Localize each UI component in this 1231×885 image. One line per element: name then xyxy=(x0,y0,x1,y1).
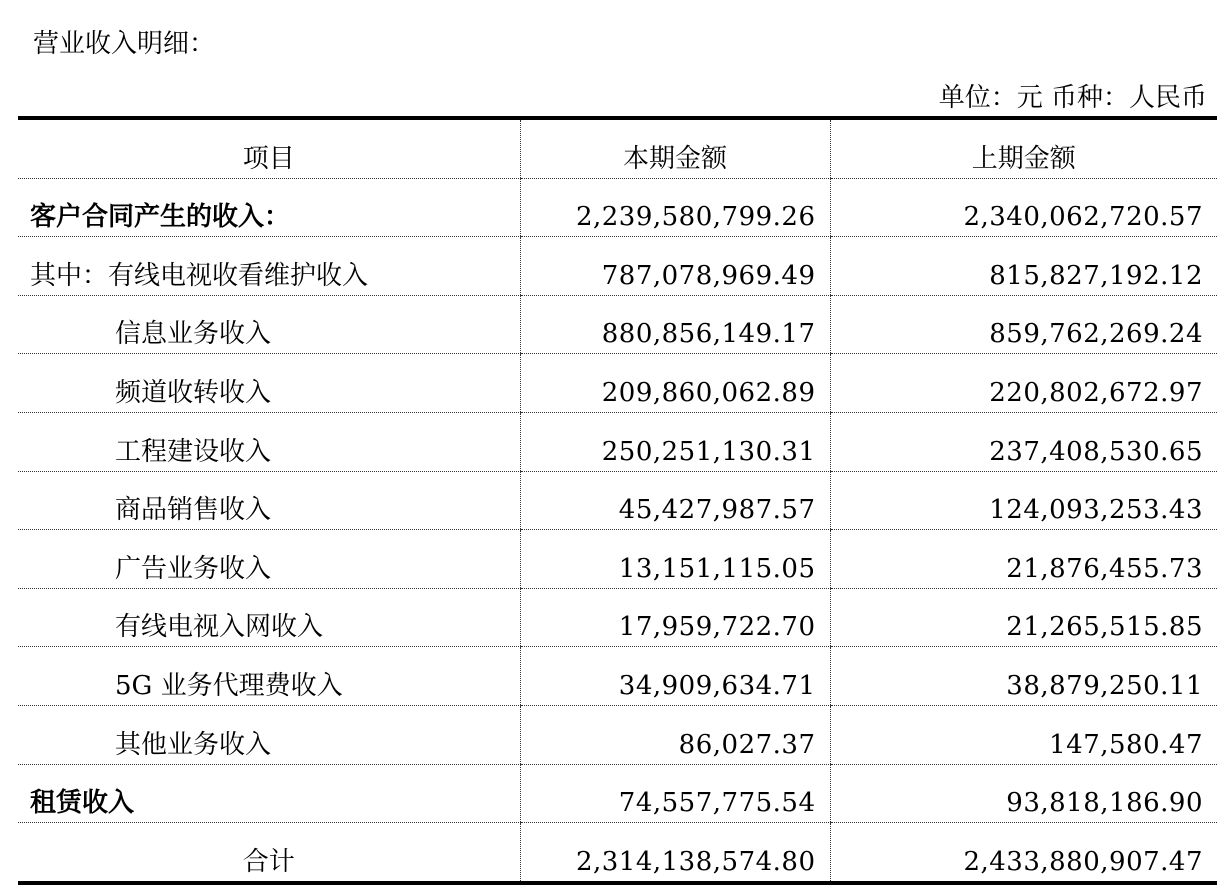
prior-amount-cell: 220,802,672.97 xyxy=(830,354,1217,413)
prior-amount-cell: 93,818,186.90 xyxy=(830,764,1217,823)
table-row xyxy=(18,354,1217,413)
table-row xyxy=(18,471,1217,530)
current-amount-cell: 880,856,149.17 xyxy=(520,295,830,354)
row-label: 商品销售收入 xyxy=(18,471,520,530)
row-label: 其中：有线电视收看维护收入 xyxy=(18,237,520,296)
prior-amount-cell: 21,265,515.85 xyxy=(830,588,1217,647)
row-label: 其他业务收入 xyxy=(18,705,520,764)
prior-amount-cell: 2,340,062,720.57 xyxy=(830,178,1217,237)
row-label: 广告业务收入 xyxy=(18,530,520,589)
prior-amount-cell: 124,093,253.43 xyxy=(830,471,1217,530)
current-amount-cell: 250,251,130.31 xyxy=(520,412,830,471)
table-row xyxy=(18,295,1217,354)
column-header-item: 项目 xyxy=(18,118,520,178)
table-row xyxy=(18,705,1217,764)
revenue-detail-table xyxy=(18,116,1217,885)
table-row xyxy=(18,764,1217,823)
row-label: 5G 业务代理费收入 xyxy=(18,647,520,706)
table-row xyxy=(18,530,1217,589)
prior-amount-cell: 21,876,455.73 xyxy=(830,530,1217,589)
current-amount-cell: 17,959,722.70 xyxy=(520,588,830,647)
current-amount-cell: 74,557,775.54 xyxy=(520,764,830,823)
prior-amount-cell: 859,762,269.24 xyxy=(830,295,1217,354)
row-label: 有线电视入网收入 xyxy=(18,588,520,647)
current-amount-cell: 45,427,987.57 xyxy=(520,471,830,530)
prior-amount-cell: 147,580.47 xyxy=(830,705,1217,764)
column-header-prior-amount: 上期金额 xyxy=(830,118,1217,178)
current-amount-cell: 13,151,115.05 xyxy=(520,530,830,589)
row-label: 客户合同产生的收入： xyxy=(18,178,520,237)
current-amount-cell: 2,239,580,799.26 xyxy=(520,178,830,237)
total-current-amount: 2,314,138,574.80 xyxy=(520,823,830,883)
current-amount-cell: 787,078,969.49 xyxy=(520,237,830,296)
column-header-current-amount: 本期金额 xyxy=(520,118,830,178)
prior-amount-cell: 815,827,192.12 xyxy=(830,237,1217,296)
section-title: 营业收入明细： xyxy=(33,29,216,59)
total-row xyxy=(18,823,1217,883)
unit-currency-note: 单位：元 币种：人民币 xyxy=(938,83,1207,113)
row-label: 租赁收入 xyxy=(18,764,520,823)
current-amount-cell: 86,027.37 xyxy=(520,705,830,764)
current-amount-cell: 34,909,634.71 xyxy=(520,647,830,706)
table-header-row xyxy=(18,118,1217,178)
table-row xyxy=(18,647,1217,706)
current-amount-cell: 209,860,062.89 xyxy=(520,354,830,413)
total-label: 合计 xyxy=(242,846,295,877)
row-label: 信息业务收入 xyxy=(18,295,520,354)
total-prior-amount: 2,433,880,907.47 xyxy=(830,823,1217,883)
row-label: 频道收转收入 xyxy=(18,354,520,413)
table-row xyxy=(18,588,1217,647)
row-label: 工程建设收入 xyxy=(18,412,520,471)
table-row xyxy=(18,178,1217,237)
prior-amount-cell: 38,879,250.11 xyxy=(830,647,1217,706)
table-row xyxy=(18,412,1217,471)
table-row xyxy=(18,237,1217,296)
prior-amount-cell: 237,408,530.65 xyxy=(830,412,1217,471)
